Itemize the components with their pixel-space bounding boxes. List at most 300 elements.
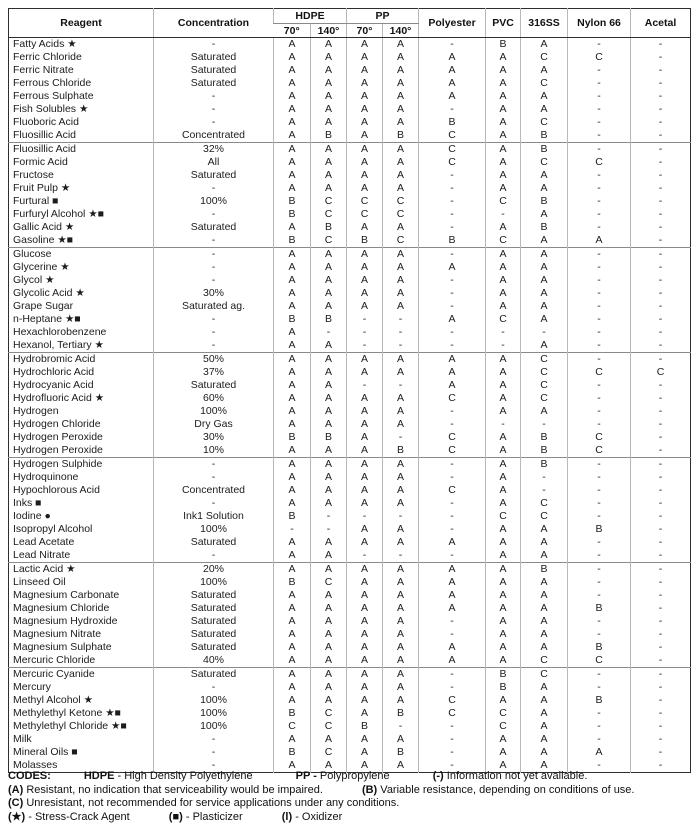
rating-cell: C [419, 694, 486, 707]
rating-cell: - [383, 549, 419, 563]
rating-cell: A [274, 300, 311, 313]
concentration-cell: Concentrated [154, 484, 274, 497]
rating-cell: - [631, 38, 691, 52]
rating-cell: A [521, 182, 568, 195]
rating-cell: A [383, 523, 419, 536]
rating-cell: B [568, 694, 631, 707]
rating-cell: - [568, 510, 631, 523]
rating-cell: C [419, 484, 486, 497]
rating-cell: - [419, 274, 486, 287]
rating-cell: B [521, 444, 568, 458]
rating-cell: A [274, 759, 311, 773]
table-row [9, 510, 691, 523]
rating-cell: - [383, 510, 419, 523]
rating-cell: B [274, 431, 311, 444]
rating-cell: A [347, 418, 383, 431]
rating-cell: - [631, 129, 691, 143]
rating-cell: A [347, 694, 383, 707]
rating-cell: - [631, 510, 691, 523]
rating-cell: A [521, 287, 568, 300]
table-row [9, 681, 691, 694]
star-symbol-definition: (★) - Stress-Crack Agent [8, 810, 130, 823]
rating-cell: - [568, 326, 631, 339]
rating-cell: B [486, 668, 521, 682]
rating-cell: - [347, 510, 383, 523]
chemical-resistance-table [8, 8, 691, 773]
rating-cell: A [383, 38, 419, 52]
rating-cell: A [486, 182, 521, 195]
rating-cell: A [274, 654, 311, 668]
concentration-cell: Saturated [154, 602, 274, 615]
rating-cell: - [568, 563, 631, 577]
rating-cell: - [631, 549, 691, 563]
rating-cell: - [486, 326, 521, 339]
rating-cell: A [274, 143, 311, 157]
concentration-cell: - [154, 681, 274, 694]
rating-cell: - [631, 759, 691, 773]
rating-cell: B [311, 129, 347, 143]
rating-cell: A [347, 707, 383, 720]
reagent-cell: Isopropyl Alcohol [13, 523, 93, 535]
rating-cell: A [383, 287, 419, 300]
reagent-cell: Magnesium Chloride [13, 602, 110, 614]
rating-cell: C [383, 234, 419, 248]
rating-cell: B [568, 641, 631, 654]
rating-cell: A [311, 458, 347, 472]
rating-cell: A [486, 221, 521, 234]
table-header [9, 9, 691, 38]
rating-cell: A [274, 366, 311, 379]
rating-cell: A [347, 668, 383, 682]
rating-cell: A [383, 733, 419, 746]
rating-cell: B [311, 431, 347, 444]
rating-cell: B [521, 431, 568, 444]
rating-cell: A [347, 444, 383, 458]
reagent-cell: Ferrous Chloride [13, 77, 92, 89]
rating-cell: C [521, 156, 568, 169]
table-row [9, 90, 691, 103]
rating-cell: A [419, 51, 486, 64]
reagent-cell: Methyl Alcohol ★ [13, 694, 94, 706]
rating-cell: A [274, 156, 311, 169]
rating-cell: - [419, 182, 486, 195]
hdpe-definition: HDPE - High Density Polyethylene [83, 770, 253, 782]
rating-cell: - [631, 169, 691, 182]
rating-cell: - [419, 405, 486, 418]
rating-cell: A [311, 681, 347, 694]
rating-cell: A [521, 681, 568, 694]
rating-cell: A [521, 248, 568, 262]
rating-cell: A [274, 497, 311, 510]
rating-cell: A [521, 169, 568, 182]
reagent-cell: Mercuric Chloride [13, 654, 96, 666]
concentration-cell: 100% [154, 576, 274, 589]
rating-cell: A [383, 77, 419, 90]
reagent-cell: Hexachlorobenzene [13, 326, 107, 338]
rating-cell: C [383, 208, 419, 221]
rating-cell: A [311, 563, 347, 577]
legend-line-codes [8, 770, 694, 784]
col-header-hdpe: HDPE [274, 9, 347, 24]
rating-cell: - [568, 668, 631, 682]
reagent-cell: Hydrobromic Acid [9, 353, 154, 367]
rating-cell: A [521, 64, 568, 77]
rating-cell: A [311, 248, 347, 262]
rating-cell: A [274, 221, 311, 234]
table-row [9, 379, 691, 392]
rating-cell: - [631, 458, 691, 472]
rating-cell: A [486, 746, 521, 759]
rating-cell: - [568, 90, 631, 103]
rating-cell: - [568, 418, 631, 431]
rating-cell: A [347, 274, 383, 287]
table-row [9, 444, 691, 458]
table-row [9, 77, 691, 90]
rating-cell: B [521, 458, 568, 472]
rating-cell: - [419, 208, 486, 221]
concentration-cell: 100% [154, 523, 274, 536]
rating-cell: C [631, 366, 691, 379]
table-row [9, 523, 691, 536]
concentration-cell: 20% [154, 563, 274, 577]
concentration-cell: 30% [154, 431, 274, 444]
table-row [9, 143, 691, 157]
rating-cell: A [274, 261, 311, 274]
reagent-cell: Milk [13, 733, 32, 745]
rating-cell: A [383, 668, 419, 682]
rating-cell: C [568, 156, 631, 169]
table-row [9, 261, 691, 274]
rating-cell: A [521, 274, 568, 287]
rating-cell: A [347, 38, 383, 52]
rating-cell: A [347, 681, 383, 694]
rating-cell: A [274, 549, 311, 563]
rating-cell: - [631, 116, 691, 129]
rating-cell: - [631, 602, 691, 615]
rating-cell: A [347, 602, 383, 615]
table-row [9, 234, 691, 248]
rating-cell: A [383, 615, 419, 628]
rating-cell: - [568, 261, 631, 274]
rating-cell: A [486, 497, 521, 510]
square-symbol-definition: (■) - Plasticizer [168, 810, 243, 823]
table-row [9, 300, 691, 313]
rating-cell: A [383, 405, 419, 418]
table-row [9, 602, 691, 615]
rating-cell: A [274, 274, 311, 287]
rating-cell: - [568, 38, 631, 52]
rating-cell: A [568, 746, 631, 759]
rating-cell: B [274, 746, 311, 759]
concentration-cell: Saturated [154, 589, 274, 602]
col-header-reagent: Reagent [9, 9, 154, 38]
rating-cell: A [521, 707, 568, 720]
rating-cell: - [631, 287, 691, 300]
reagent-cell: Furfuryl Alcohol ★■ [13, 208, 105, 220]
rating-cell: - [568, 589, 631, 602]
dash-definition: (-) Information not yet available. [432, 770, 588, 782]
rating-cell: - [631, 300, 691, 313]
rating-cell: - [419, 746, 486, 759]
rating-cell: A [347, 182, 383, 195]
rating-cell: A [274, 536, 311, 549]
rating-cell: B [419, 234, 486, 248]
rating-cell: A [521, 234, 568, 248]
rating-cell: A [274, 641, 311, 654]
rating-cell: - [521, 418, 568, 431]
rating-cell: A [311, 668, 347, 682]
table-row [9, 248, 691, 262]
concentration-cell: 30% [154, 287, 274, 300]
rating-cell: - [631, 471, 691, 484]
rating-cell: - [631, 339, 691, 353]
rating-cell: A [274, 326, 311, 339]
rating-cell: A [383, 694, 419, 707]
concentration-cell: Saturated [154, 668, 274, 682]
rating-cell: C [568, 444, 631, 458]
rating-cell: A [486, 129, 521, 143]
rating-cell: A [274, 51, 311, 64]
reagent-cell: Hydrogen Peroxide [13, 431, 103, 443]
oxidizer-symbol-definition: (l) - Oxidizer [281, 810, 343, 823]
reagent-cell: Magnesium Nitrate [13, 628, 102, 640]
rating-cell: - [521, 471, 568, 484]
reagent-cell: Lactic Acid ★ [9, 563, 154, 577]
rating-cell: - [419, 628, 486, 641]
rating-cell: B [274, 208, 311, 221]
reagent-cell: Hydroquinone [13, 471, 79, 483]
rating-cell: A [311, 654, 347, 668]
rating-cell: A [521, 536, 568, 549]
rating-cell: A [521, 602, 568, 615]
rating-cell: C [419, 444, 486, 458]
legend-line-c [8, 797, 694, 811]
rating-cell: A [486, 549, 521, 563]
concentration-cell: - [154, 182, 274, 195]
col-header-pvc: PVC [486, 9, 521, 38]
rating-cell: - [631, 654, 691, 668]
rating-cell: A [383, 143, 419, 157]
rating-cell: A [311, 366, 347, 379]
rating-cell: A [311, 287, 347, 300]
table-row [9, 589, 691, 602]
rating-cell: A [521, 103, 568, 116]
rating-cell: A [274, 169, 311, 182]
reagent-cell: Magnesium Hydroxide [13, 615, 118, 627]
rating-cell: - [631, 51, 691, 64]
rating-cell: C [521, 510, 568, 523]
concentration-cell: Saturated [154, 169, 274, 182]
rating-cell: A [274, 563, 311, 577]
col-header-polyester: Polyester [419, 9, 486, 38]
rating-cell: A [347, 654, 383, 668]
table-row [9, 103, 691, 116]
rating-cell: A [521, 339, 568, 353]
reagent-cell: Fish Solubles ★ [13, 103, 89, 115]
table-row [9, 536, 691, 549]
rating-cell: A [486, 576, 521, 589]
rating-cell: - [631, 497, 691, 510]
rating-cell: - [419, 615, 486, 628]
table-row [9, 116, 691, 129]
table-row [9, 458, 691, 472]
table-row [9, 353, 691, 367]
rating-cell: - [568, 681, 631, 694]
reagent-cell: Glycolic Acid ★ [13, 287, 85, 299]
table-body [9, 38, 691, 773]
rating-cell: A [486, 759, 521, 773]
rating-cell: - [311, 510, 347, 523]
rating-cell: - [419, 497, 486, 510]
rating-cell: A [274, 90, 311, 103]
rating-cell: C [521, 77, 568, 90]
reagent-cell: Fluosillic Acid [9, 143, 154, 157]
rating-cell: - [631, 720, 691, 733]
rating-cell: A [347, 77, 383, 90]
rating-cell: C [568, 431, 631, 444]
rating-cell: C [311, 707, 347, 720]
rating-cell: - [419, 339, 486, 353]
rating-cell: A [347, 746, 383, 759]
rating-cell: - [631, 405, 691, 418]
rating-cell: - [383, 313, 419, 326]
rating-cell: A [347, 64, 383, 77]
col-header-acetal: Acetal [631, 9, 691, 38]
rating-cell: - [631, 484, 691, 497]
rating-cell: A [274, 248, 311, 262]
rating-cell: A [521, 694, 568, 707]
concentration-cell: - [154, 90, 274, 103]
concentration-cell: Ink1 Solution [154, 510, 274, 523]
rating-cell: C [486, 707, 521, 720]
rating-cell: A [419, 353, 486, 367]
rating-cell: A [486, 116, 521, 129]
rating-cell: A [486, 248, 521, 262]
rating-cell: - [486, 208, 521, 221]
rating-cell: A [347, 484, 383, 497]
rating-cell: - [568, 471, 631, 484]
reagent-cell: Methylethyl Chloride ★■ [13, 720, 127, 732]
rating-cell: C [521, 51, 568, 64]
rating-cell: B [274, 576, 311, 589]
reagent-cell: Fructose [13, 169, 54, 181]
rating-cell: A [419, 536, 486, 549]
rating-cell: A [311, 90, 347, 103]
concentration-cell: - [154, 274, 274, 287]
rating-cell: A [486, 169, 521, 182]
reagent-cell: Iodine ● [13, 510, 51, 522]
rating-cell: A [383, 576, 419, 589]
rating-cell: - [568, 497, 631, 510]
rating-cell: A [419, 90, 486, 103]
rating-cell: - [383, 720, 419, 733]
rating-cell: A [274, 733, 311, 746]
rating-cell: A [274, 339, 311, 353]
rating-cell: A [486, 274, 521, 287]
rating-cell: C [419, 129, 486, 143]
rating-cell: - [631, 274, 691, 287]
table-row [9, 654, 691, 668]
rating-cell: A [486, 641, 521, 654]
rating-cell: A [274, 182, 311, 195]
rating-cell: A [383, 156, 419, 169]
reagent-cell: Mercury [13, 681, 51, 693]
table-row [9, 366, 691, 379]
col-header-concentration: Concentration [154, 9, 274, 38]
table-row [9, 484, 691, 497]
rating-cell: A [274, 77, 311, 90]
rating-cell: - [419, 523, 486, 536]
concentration-cell: 100% [154, 707, 274, 720]
rating-cell: - [631, 707, 691, 720]
rating-cell: - [419, 300, 486, 313]
rating-cell: A [274, 458, 311, 472]
rating-cell: A [383, 51, 419, 64]
reagent-cell: Lead Acetate [13, 536, 75, 548]
rating-cell: A [347, 576, 383, 589]
rating-cell: A [311, 77, 347, 90]
rating-cell: A [486, 484, 521, 497]
rating-cell: A [311, 379, 347, 392]
rating-cell: A [521, 300, 568, 313]
rating-cell: A [383, 90, 419, 103]
table-row [9, 615, 691, 628]
table-row [9, 129, 691, 143]
rating-cell: - [311, 523, 347, 536]
rating-cell: A [274, 64, 311, 77]
rating-cell: C [521, 353, 568, 367]
rating-cell: - [419, 38, 486, 52]
rating-cell: - [568, 458, 631, 472]
table-row [9, 746, 691, 759]
rating-cell: - [631, 143, 691, 157]
rating-cell: A [311, 116, 347, 129]
rating-cell: - [631, 746, 691, 759]
reagent-cell: Hydrofluoric Acid ★ [13, 392, 105, 404]
rating-cell: A [347, 431, 383, 444]
reagent-cell: Hydrocyanic Acid [13, 379, 94, 391]
concentration-cell: - [154, 339, 274, 353]
rating-cell: A [383, 589, 419, 602]
rating-cell: C [486, 234, 521, 248]
rating-cell: B [274, 707, 311, 720]
reagent-cell: Molasses [13, 759, 58, 771]
rating-cell: A [347, 458, 383, 472]
rating-cell: A [486, 523, 521, 536]
rating-cell: A [347, 261, 383, 274]
table-row [9, 720, 691, 733]
rating-cell: - [419, 549, 486, 563]
rating-cell: A [383, 248, 419, 262]
rating-cell: A [486, 77, 521, 90]
rating-cell: - [631, 641, 691, 654]
rating-cell: A [486, 64, 521, 77]
rating-cell: A [311, 274, 347, 287]
rating-cell: - [568, 221, 631, 234]
rating-cell: A [311, 471, 347, 484]
rating-cell: - [347, 379, 383, 392]
rating-cell: A [383, 497, 419, 510]
rating-cell: C [419, 392, 486, 405]
rating-cell: - [419, 510, 486, 523]
rating-cell: A [274, 668, 311, 682]
rating-cell: C [311, 195, 347, 208]
rating-cell: C [311, 208, 347, 221]
concentration-cell: Saturated [154, 536, 274, 549]
rating-cell: - [568, 576, 631, 589]
rating-cell: - [631, 313, 691, 326]
reagent-cell: Hydrogen Chloride [13, 418, 101, 430]
